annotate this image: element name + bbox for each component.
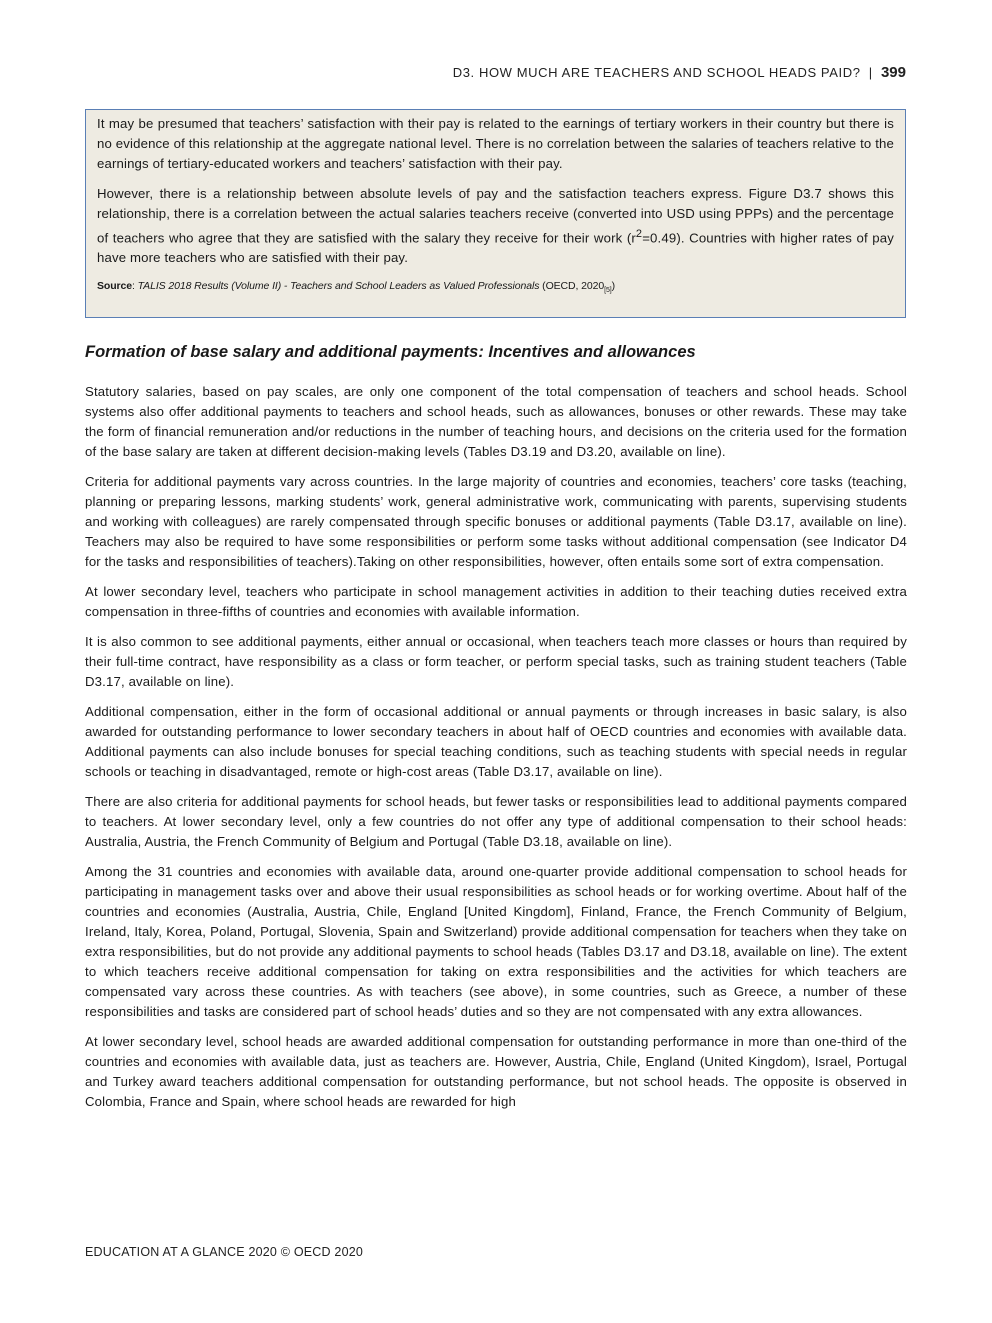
box-source xyxy=(97,278,894,299)
source-org: (OECD, 2020 xyxy=(539,280,605,293)
box-paragraph-1: It may be presumed that teachers’ satisfaction with their pay is related to the earnings of tertiary workers in their country but there is no evidence of this relationship at the aggregate national level. There is no correlation between the salaries of teachers relative to the earnings of tertiary-educated workers and teachers’ satisfaction with their pay. xyxy=(97,116,894,171)
body-paragraph: At lower secondary level, school heads are awarded additional compensation for outstanding performance in more than one-third of the countries and economies with available data, just as teachers are. However, Austria, Chile, England (United Kingdom), Israel, Portugal and Turkey award teachers additional compensation for outstanding performance, but not school heads. The opposite is observed in Colombia, France and Spain, where school heads are rewarded for high xyxy=(85,1034,907,1109)
chapter-title: D3. HOW MUCH ARE TEACHERS AND SCHOOL HEADS PAID? xyxy=(452,65,861,80)
body-text xyxy=(85,382,907,1122)
page-number: 399 xyxy=(880,64,906,81)
body-paragraph: There are also criteria for additional payments for school heads, but fewer tasks or responsibilities lead to additional payments compared to teachers. At lower secondary level, only a few countries do not offer any type of additional compensation to their school heads: Australia, Austria, the French Community of Belgium and Portugal (Table D3.18, available on line). xyxy=(85,794,907,849)
body-paragraph: Among the 31 countries and economies with available data, around one-quarter provide additional compensation to school heads for participating in management tasks over and above their usual responsibilities as school heads or for working overtime. About half of the countries and economies (Australia, Austria, Chile, England [United Kingdom], Finland, France, the French Community of Belgium, Ireland, Italy, Korea, Poland, Portugal, Slovenia, Spain and Switzerland) provide additional compensation for teachers when they take on extra responsibilities, but do not provide any additional payments to school heads (Tables D3.17 and D3.18, available on line). The extent to which teachers receive additional compensation for taking on extra responsibilities and the activities for which teachers are compensated vary across these countries. As with teachers (see above), in some countries, such as Greece, a number of these responsibilities and tasks are considered part of school heads’ duties and so they are not compensated with any extra allowances. xyxy=(85,864,907,1019)
page-footer: EDUCATION AT A GLANCE 2020 © OECD 2020 xyxy=(85,1245,364,1259)
body-paragraph: It is also common to see additional payments, either annual or occasional, when teachers teach more classes or hours than required by their full-time contract, have responsibility as a class or form teacher, or perform special tasks, such as training student teachers (Table D3.17, available on line). xyxy=(85,634,907,689)
body-paragraph: Criteria for additional payments vary across countries. In the large majority of countries and economies, teachers’ core tasks (teaching, planning or preparing lessons, marking students’ work, general administrative work, communicating with parents, supervising students and working with colleagues) are rarely compensated through specific bonuses or additional payments (Table D3.17, available on line). Teachers may also be required to have some responsibilities or perform some tasks without additional compensation (see Indicator D4 for the tasks and responsibilities of teachers).Taking on other responsibilities, however, often entails some sort of extra compensation. xyxy=(85,474,907,569)
source-ref: [5] xyxy=(604,287,612,295)
body-paragraph: Additional compensation, either in the form of occasional additional or annual payments or through increases in basic salary, is also awarded for outstanding performance to lower secondary teachers in about half of OECD countries and economies with available data. Additional payments can also include bonuses for special teaching conditions, such as teaching students with special needs in regular schools or teaching in disadvantaged, remote or high-cost areas (Table D3.17, available on line). xyxy=(85,704,907,779)
box-paragraph-2-end: =0.49). Countries with higher rates of pay have more teachers who are satisfied with their pay. xyxy=(97,230,894,266)
source-colon: : xyxy=(132,280,138,293)
source-close: ) xyxy=(611,280,615,293)
running-header xyxy=(453,64,906,81)
box-paragraph-2-start: However, there is a relationship between absolute levels of pay and the satisfaction teachers express. Figure D3.7 shows this relationship, there is a correlation between the actual salaries teachers receive (converted into USD using PPPs) and the percentage of teachers who agree that they are satisfied with the salary they receive for their work (r xyxy=(97,186,894,246)
info-box xyxy=(85,109,906,318)
body-paragraph: At lower secondary level, teachers who participate in school management activities in addition to their teaching duties received extra compensation in three-fifths of countries and economies with available information. xyxy=(85,584,907,619)
source-label: Source xyxy=(97,280,132,293)
section-title: Formation of base salary and additional payments: Incentives and allowances xyxy=(85,343,696,361)
body-paragraph: Statutory salaries, based on pay scales, are only one component of the total compensation of teachers and school heads. School systems also offer additional payments to teachers and school heads, such as allowances, bonuses or other rewards. These may take the form of financial remuneration and/or reductions in the number of teaching hours, and decisions on the criteria used for the formation of the base salary are taken at different decision-making levels (Tables D3.19 and D3.20, available on line). xyxy=(85,384,907,459)
source-title: TALIS 2018 Results (Volume II) - Teachers and School Leaders as Valued Professionals xyxy=(137,280,540,293)
r-squared-exponent: 2 xyxy=(635,228,643,240)
header-separator: | xyxy=(868,65,873,80)
box-paragraph-2 xyxy=(97,184,894,268)
